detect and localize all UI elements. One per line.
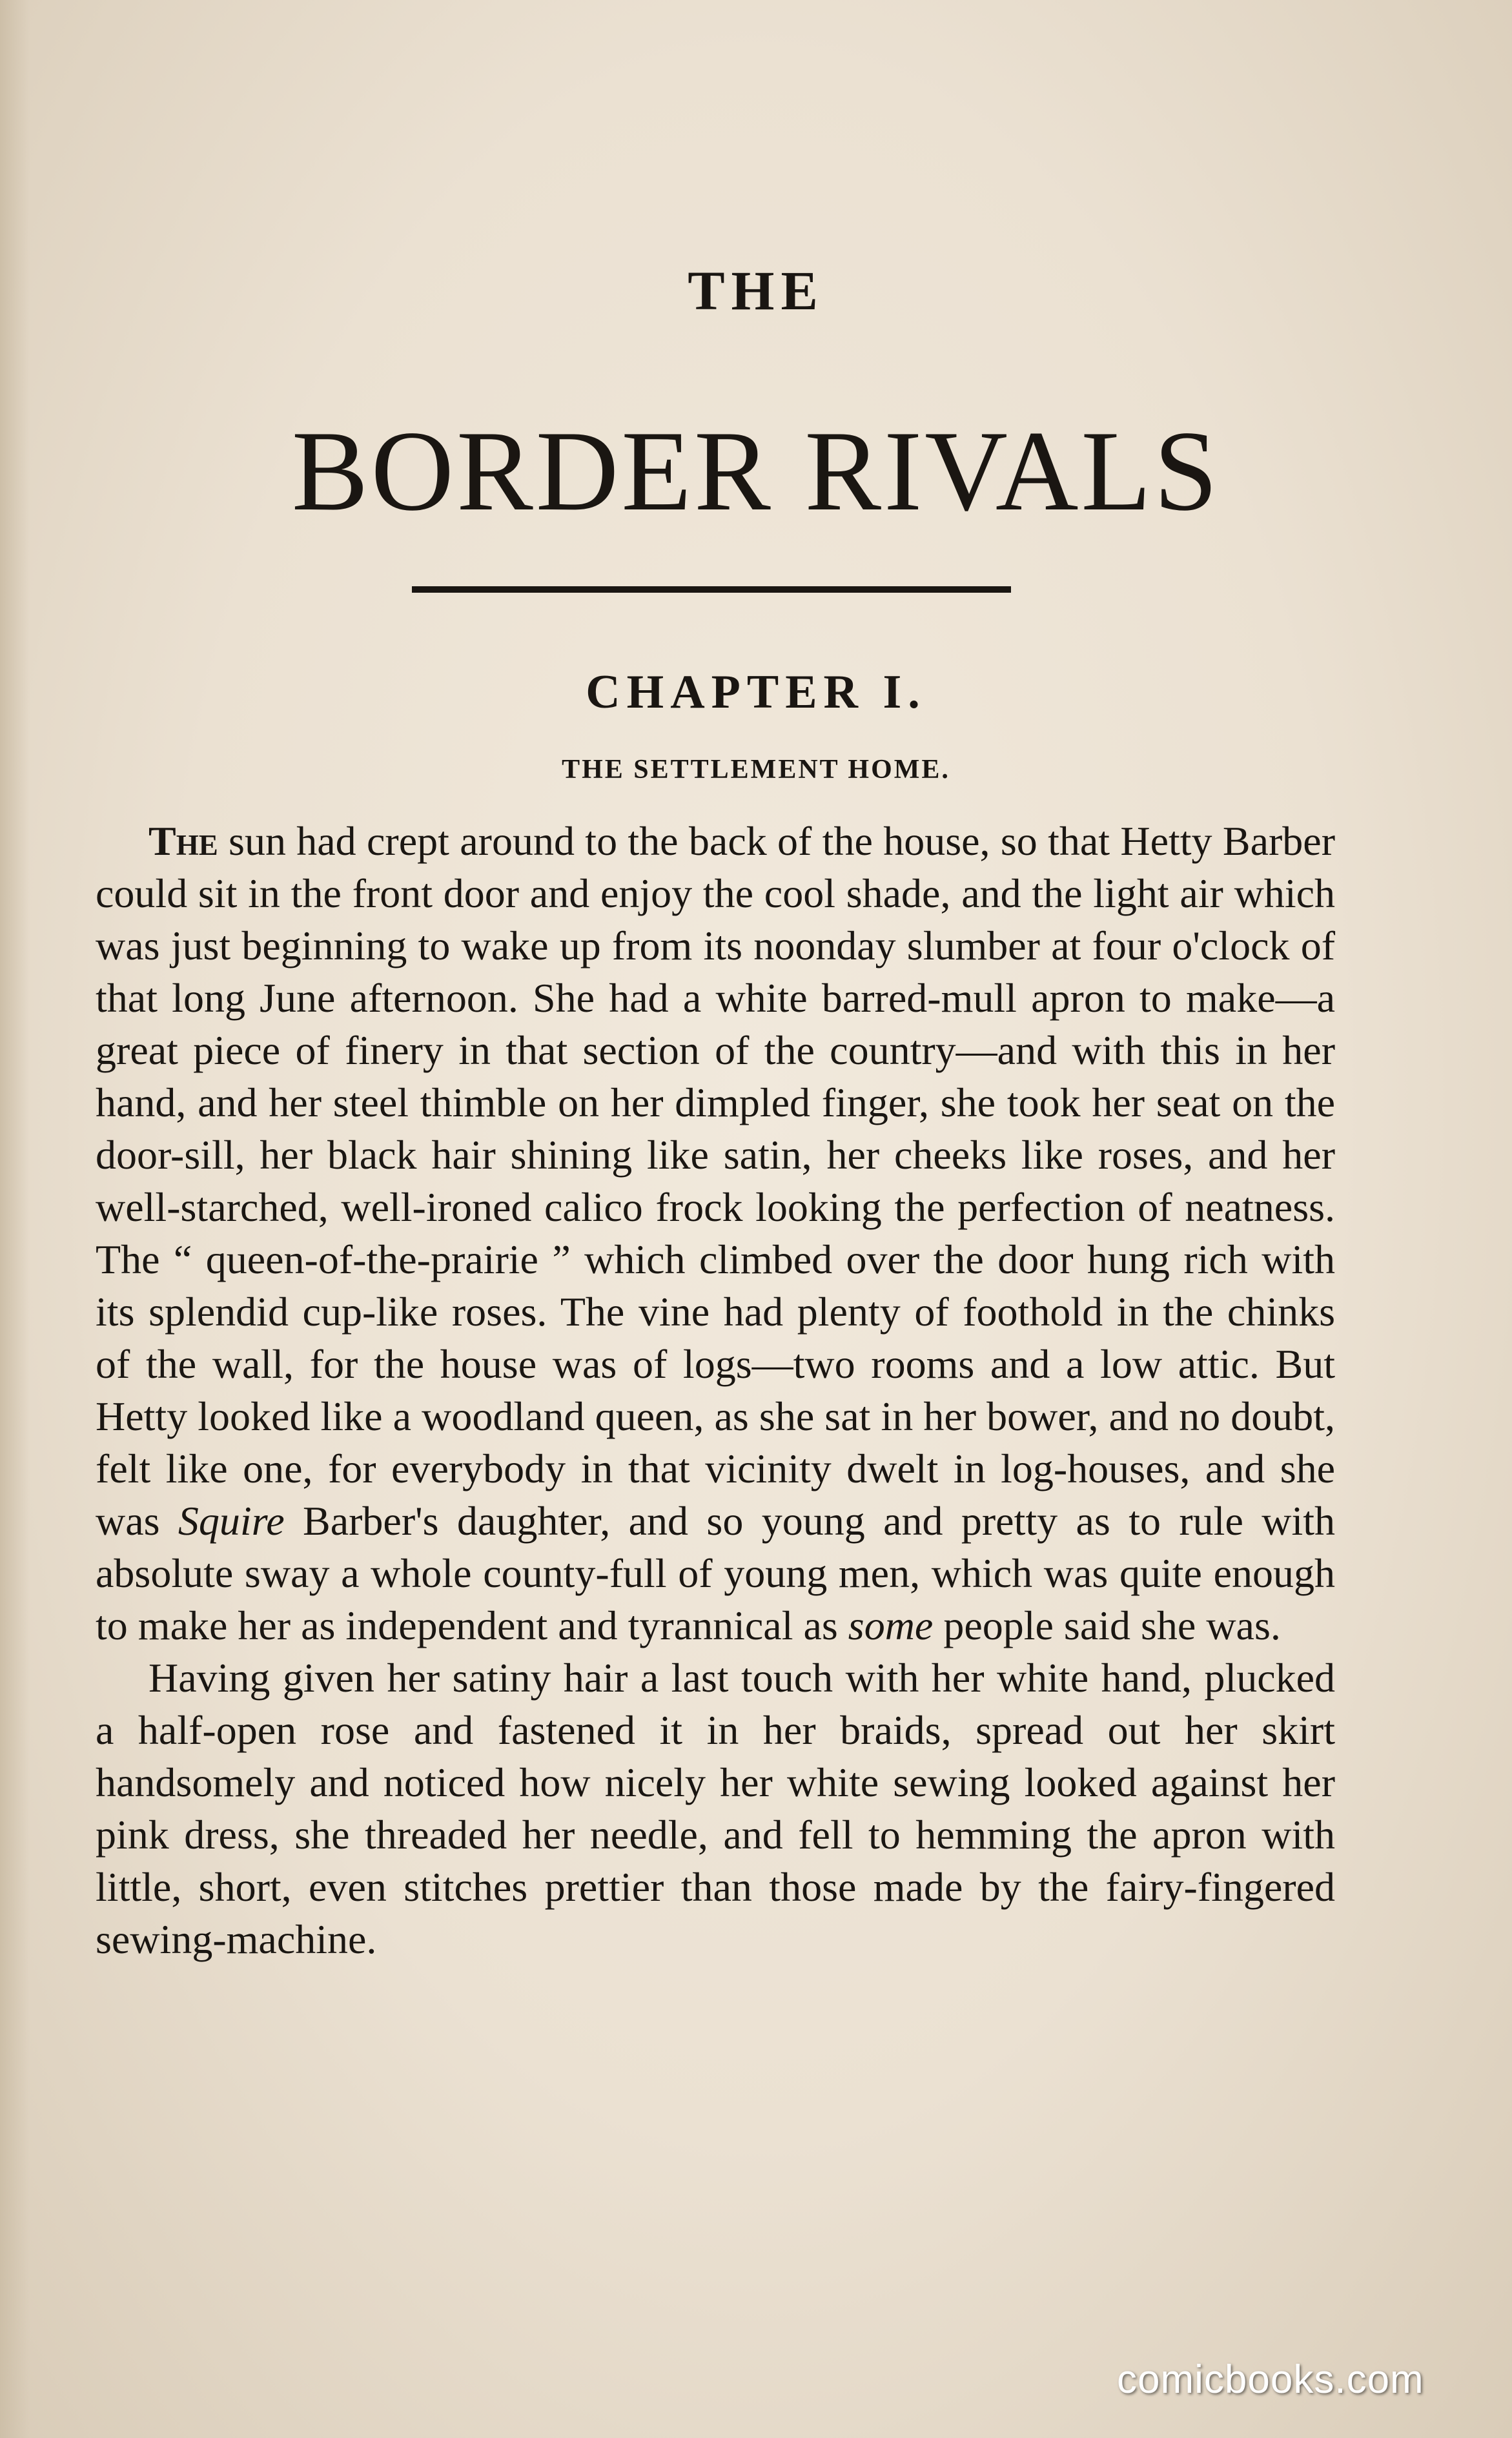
paragraph-1-text: sun had crept around to the back of the house, so that Hetty Barber could sit in the front door and enjoy the cool shade, and the light air which was just beginning to wake up from its noonday slumber at four o'clock of that long June afternoon. She had a white barred-mull apron to make—a great piece of finery in that section of the country—and with this in her hand, and her steel thimble on her dimpled finger, she took her seat on the door-sill, her black hair shining like satin, her cheeks like roses, and her well-starched, well-ironed calico frock looking the perfection of neatness. The “ queen-of-the-prairie ” which climbed over the door hung rich with its splendid cup-like roses. The vine had plenty of foothold in the chinks of the wall, for the house was of logs—two rooms and a low attic. But Hetty looked like a woodland queen, as she sat in her bower, and no doubt, felt like one, for everybody in that vicinity dwelt in log-houses, and she was bbox=[96, 818, 1336, 1544]
chapter-heading: CHAPTER I. bbox=[586, 666, 926, 719]
paragraph-1 bbox=[96, 815, 1335, 1652]
body-text bbox=[96, 815, 1335, 1965]
italic-some: some bbox=[848, 1603, 934, 1648]
title-divider bbox=[412, 586, 1011, 593]
chapter-subtitle: THE SETTLEMENT HOME. bbox=[562, 755, 950, 784]
italic-squire: Squire bbox=[178, 1498, 285, 1544]
paragraph-2: Having given her satiny hair a last touch with her white hand, plucked a half-open rose and fastened it in her braids, spread out her skirt handsomely and noticed how nicely her white sewing looked against her pink dress, she threaded her needle, and fell to hemming the apron with little, short, even stitches prettier than those made by the fairy-fingered sewing-machine. bbox=[96, 1655, 1335, 1962]
paragraph-1-text-mid: Barber's daughter, and so young and pretty as to rule with absolute sway a whole county-full of young men, which was quite enough to make her as independent and tyrannical as bbox=[96, 1498, 1336, 1648]
title-the: THE bbox=[688, 260, 824, 322]
watermark: comicbooks.com bbox=[1117, 2357, 1424, 2402]
paragraph-lead-word: The bbox=[148, 818, 218, 864]
page-edge-shadow bbox=[0, 0, 30, 2438]
page-title: BORDER RIVALS bbox=[291, 407, 1221, 535]
paragraph-1-text-end: people said she was. bbox=[943, 1603, 1281, 1648]
